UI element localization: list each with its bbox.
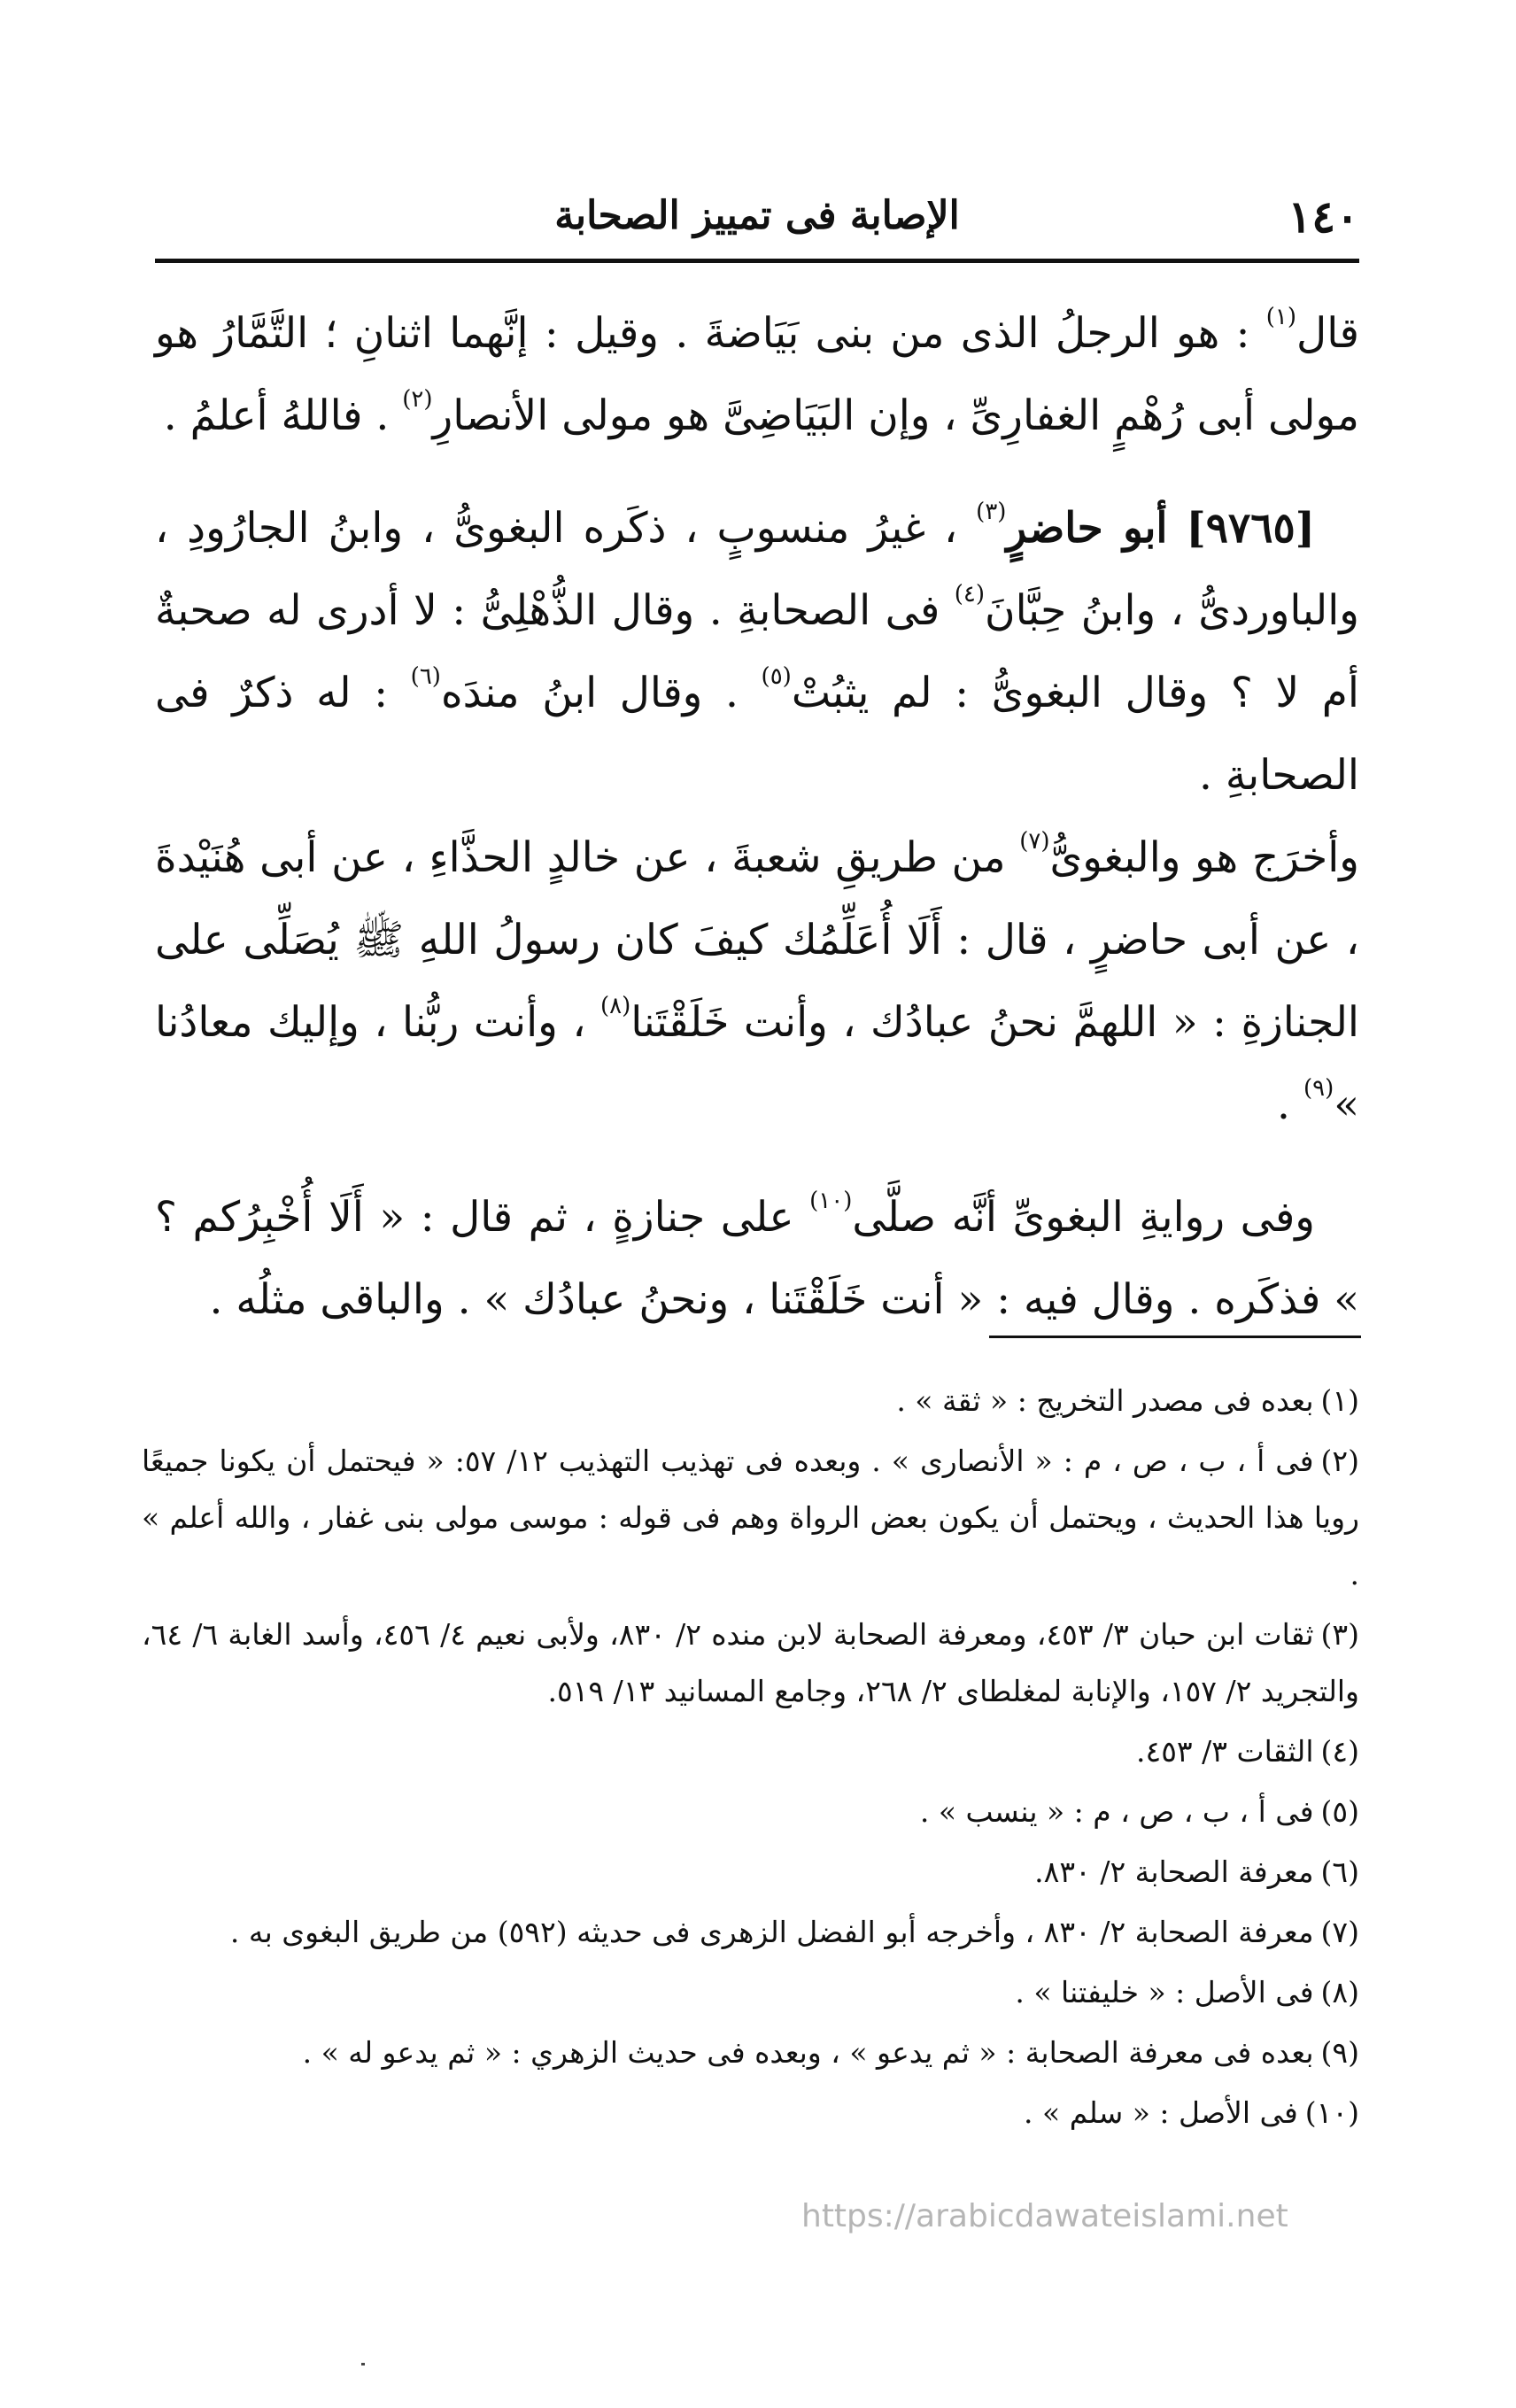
text-run: على جنازةٍ ، ثم قال : « أَلَا أُخْبِرُكم ؟ » فذكَره . وقال فيه : « أنت خَلَقْتَنا ، ونحنُ عبادُك » . والباقى مثلُه . xyxy=(155,1193,1359,1324)
entry-number: [٩٧٦٥] xyxy=(1186,504,1315,553)
footnote-ref: (٩) xyxy=(1303,1075,1334,1102)
text-run: ، غيرُ منسوبٍ ، ذكَره البغوىُّ ، وابنُ الجارُودِ ، والباوردىُّ ، وابنُ حِبَّانَ xyxy=(155,504,1359,635)
footnote-separator xyxy=(989,1336,1361,1338)
footnote-text: فى الأصل : « خليفتنا » . xyxy=(1015,1975,1314,2009)
footnote-number: (٤) xyxy=(1320,1734,1359,1769)
footnote-number: (٥) xyxy=(1320,1794,1359,1829)
page-number: ١٤٠ xyxy=(1288,190,1359,243)
footnote-text: ثقات ابن حبان ٣/ ٤٥٣، ومعرفة الصحابة لابن منده ٢/ ٨٣٠، ولأبى نعيم ٤/ ٤٥٦، وأسد الغابة ٦/ ٦٤، والتجريد ٢/ ١٥٧، والإنابة لمغلطاى ٢/ ٢٦٨، وجامع المسانيد ١٣/ ٥١٩. xyxy=(142,1617,1359,1708)
footnote-number: (١) xyxy=(1320,1383,1359,1418)
footnote-text: فى الأصل : « سلم » . xyxy=(1024,2095,1298,2130)
footnote-item xyxy=(142,1373,1359,1429)
footnotes xyxy=(142,1373,1359,2145)
paragraph-4 xyxy=(155,1176,1359,1341)
footnote-item xyxy=(142,1964,1359,2021)
footnote-ref: (٣) xyxy=(976,499,1007,525)
footnote-number: (٢) xyxy=(1320,1444,1360,1478)
footnote-item xyxy=(142,1904,1359,1961)
footnote-number: (٣) xyxy=(1320,1617,1359,1652)
footnote-text: معرفة الصحابة ٢/ ٨٣٠ ، وأخرجه أبو الفضل الزهرى فى حديثه (٥٩٢) من طريق البغوى به . xyxy=(229,1915,1314,1949)
footnote-ref: (٤) xyxy=(954,581,986,608)
footnote-ref: (٥) xyxy=(761,663,792,690)
text-run: فى الصحابةِ . وقال الذُّهْلِىُّ : لا أدرى له صحبةٌ أم لا ؟ وقال البغوىُّ : لم يثبُتْ xyxy=(155,586,1359,717)
footnote-item xyxy=(142,1433,1359,1603)
footnote-ref: (٦) xyxy=(410,663,441,690)
text-run: قال xyxy=(1296,309,1359,358)
text-run: وأخرَج هو والبغوىُّ xyxy=(1049,833,1359,882)
scan-speck xyxy=(361,2363,365,2365)
footnote-number: (٩) xyxy=(1320,2035,1359,2070)
entry-paragraph xyxy=(155,487,1359,1146)
footnote-ref: (١٠) xyxy=(809,1188,853,1214)
footnote-ref: (٨) xyxy=(600,993,631,1019)
watermark-url: https://arabicdawateislami.net xyxy=(801,2198,1288,2234)
footnote-text: بعده فى مصدر التخريج : « ثقة » . xyxy=(896,1383,1314,1418)
footnote-item xyxy=(142,1607,1359,1720)
footnote-item xyxy=(142,1844,1359,1901)
entry-name: أبو حاضرٍ xyxy=(1006,504,1168,553)
footnote-number: (٧) xyxy=(1320,1915,1359,1949)
text-run: . وقال ابنُ مندَه xyxy=(440,669,739,717)
footnote-item xyxy=(142,1723,1359,1780)
main-text xyxy=(155,292,1359,1371)
footnote-ref: (٧) xyxy=(1019,828,1050,855)
text-run: وفى روايةِ البغوىِّ أنَّه صلَّى xyxy=(852,1193,1315,1242)
footnote-item xyxy=(142,2025,1359,2081)
paragraph-1 xyxy=(155,292,1359,457)
header-rule xyxy=(155,259,1359,263)
text-run: : له ذكرٌ فى الصحابةِ . xyxy=(155,669,1359,800)
text-run: . xyxy=(1277,1080,1290,1129)
running-title: الإصابة فى تمييز الصحابة xyxy=(554,193,960,238)
text-run: . فاللهُ أعلمُ . xyxy=(163,391,390,440)
footnote-text: معرفة الصحابة ٢/ ٨٣٠. xyxy=(1034,1854,1314,1889)
footnote-text: فى أ ، ب ، ص ، م : « الأنصارى » . وبعده فى تهذيب التهذيب ١٢/ ٥٧: « فيحتمل أن يكونا جميعًا رويا هذا الحديث ، ويحتمل أن يكون بعض الرواة وهم فى قوله : موسى مولى بنى غفار ، والله أعلم » . xyxy=(142,1444,1359,1591)
footnote-ref: (١) xyxy=(1265,304,1297,330)
footnote-ref: (٢) xyxy=(402,386,433,413)
text-run: من طريقِ شعبةَ ، عن خالدٍ الحذَّاءِ ، عن أبى هُنَيْدةَ ، عن أبى حاضرٍ ، قال : أَلَا أُعَلِّمُك كيفَ كان رسولُ اللهِ ﷺ يُصَلِّى على الجنازةِ : « اللهمَّ نحنُ عبادُك ، وأنت خَلَقْتَنا xyxy=(155,833,1359,1047)
footnote-item xyxy=(142,1784,1359,1840)
footnote-number: (٨) xyxy=(1320,1975,1359,2009)
footnote-text: بعده فى معرفة الصحابة : « ثم يدعو » ، وبعده فى حديث الزهري : « ثم يدعو له » . xyxy=(302,2035,1314,2070)
footnote-text: الثقات ٣/ ٤٥٣. xyxy=(1135,1734,1314,1769)
page-header xyxy=(155,186,1359,248)
footnote-number: (٦) xyxy=(1320,1854,1359,1889)
text-run: ، وأنت ربُّنا ، وإليك معادُنا » xyxy=(155,998,1359,1129)
footnote-number: (١٠) xyxy=(1304,2095,1359,2130)
text-run: : هو الرجلُ الذى من بنى بَيَاضةَ . وقيل : إنَّهما اثنانِ ؛ التَّمَّارُ هو مولى أبى رُهْمٍ الغفارِىِّ ، وإن البَيَاضِىَّ هو مولى الأنصارِ xyxy=(155,309,1359,440)
footnote-item xyxy=(142,2085,1359,2141)
footnote-text: فى أ ، ب ، ص ، م : « ينسب » . xyxy=(919,1794,1314,1829)
